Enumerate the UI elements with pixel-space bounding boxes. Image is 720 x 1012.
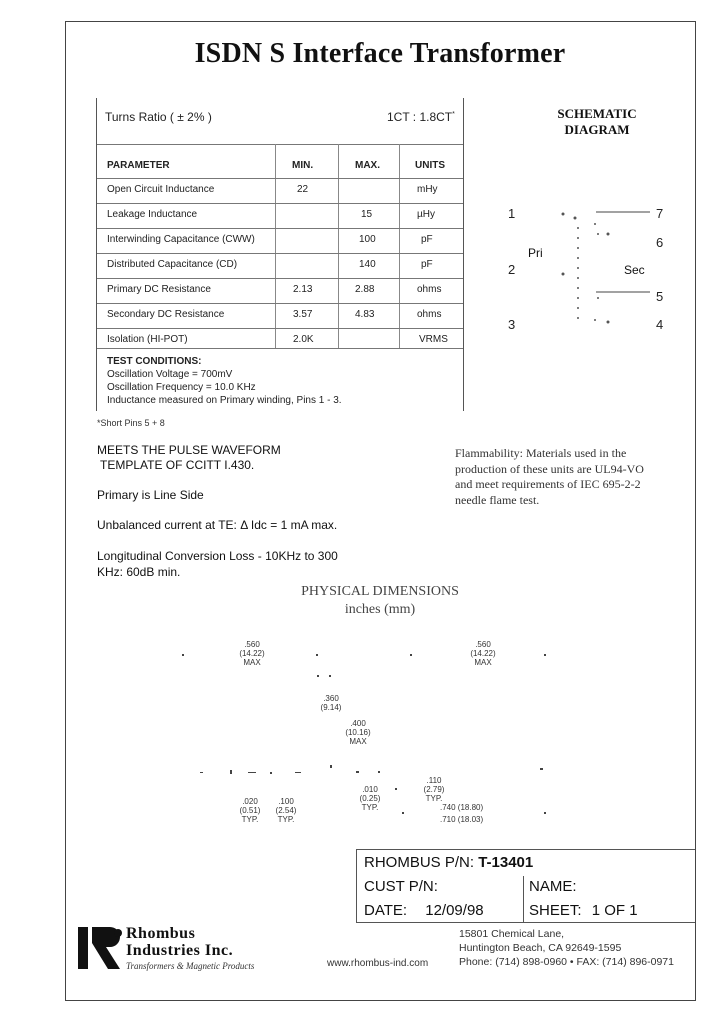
dimension-value: (2.79) (423, 785, 445, 794)
dimension-label (266, 797, 306, 824)
header-parameter: PARAMETER (107, 160, 170, 171)
row-param: Open Circuit Inductance (107, 184, 215, 195)
dimension-value: (0.51) (239, 806, 261, 815)
header-min: MIN. (292, 160, 314, 171)
dimension-label (232, 640, 272, 667)
row-param: Primary DC Resistance (107, 284, 211, 295)
sheet-label: SHEET: (529, 902, 582, 919)
row-min: 3.57 (293, 309, 313, 320)
flammability-line: and meet requirements of IEC 695-2-2 (455, 477, 641, 491)
row-units: µHy (417, 209, 435, 220)
longitudinal-note-line: KHz: 60dB min. (97, 565, 181, 579)
turns-ratio-label: Turns Ratio ( ± 2% ) (105, 110, 212, 124)
longitudinal-note-line: Longitudinal Conversion Loss - 10KHz to 300 (97, 549, 338, 563)
dimension-value: (9.14) (320, 703, 342, 712)
dimension-value: .400 (350, 719, 366, 728)
row-max: 2.88 (355, 284, 375, 295)
date-label: DATE: (364, 902, 408, 919)
dimension-label (463, 640, 503, 667)
table-divider (97, 203, 463, 204)
footer-divider (356, 849, 695, 850)
company-name-line: Industries Inc. (126, 942, 234, 959)
row-units: pF (421, 259, 433, 270)
dimension-label (230, 797, 270, 824)
schematic-title-line: DIAGRAM (564, 122, 630, 137)
row-param: Secondary DC Resistance (107, 309, 225, 320)
test-conditions-title: TEST CONDITIONS: (107, 356, 202, 367)
dimension-label (440, 803, 530, 824)
dimension-value: .010 (362, 785, 378, 794)
dimension-value: TYP. (361, 803, 379, 812)
dimension-value: TYP. (277, 815, 295, 824)
pin-label: 6 (656, 235, 664, 250)
pulse-note-line: MEETS THE PULSE WAVEFORM (97, 443, 281, 457)
pin-label: 5 (656, 289, 664, 304)
header-max: MAX. (355, 160, 380, 171)
dimension-value: .560 (244, 640, 260, 649)
dimension-value: (0.25) (359, 794, 381, 803)
row-max: 100 (359, 234, 376, 245)
row-min: 2.13 (293, 284, 313, 295)
row-units: mHy (417, 184, 438, 195)
dimension-label (338, 719, 378, 746)
pin-label: 2 (508, 262, 516, 277)
row-units: pF (421, 234, 433, 245)
flammability-line: Flammability: Materials used in the (455, 446, 627, 460)
part-number-value: T-13401 (478, 854, 534, 871)
primary-note: Primary is Line Side (97, 488, 204, 502)
flammability-line: needle flame test. (455, 492, 540, 507)
table-divider (97, 303, 463, 304)
dimension-value: .020 (242, 797, 258, 806)
unbalanced-note: Unbalanced current at TE: Δ Idc = 1 mA max. (97, 518, 338, 532)
test-condition: Inductance measured on Primary winding, Pins 1 - 3. (107, 395, 342, 406)
test-condition: Oscillation Frequency = 10.0 KHz (107, 382, 256, 393)
schematic-title (532, 106, 662, 138)
spec-table (96, 98, 464, 411)
footer-divider (356, 922, 695, 923)
schematic-title-line: SCHEMATIC (557, 106, 637, 121)
turns-ratio-mark: * (452, 111, 455, 118)
date-value: 12/09/98 (425, 902, 484, 919)
address-line: Huntington Beach, CA 92649-1595 (459, 942, 622, 954)
dimension-value: .100 (278, 797, 294, 806)
dimension-value: TYP. (425, 794, 443, 803)
pin-label: 1 (508, 206, 516, 221)
pin-label: 3 (508, 317, 516, 332)
row-max: 4.83 (355, 309, 375, 320)
row-units: ohms (417, 309, 442, 320)
dimension-value: .710 (18.03) (440, 815, 484, 824)
footer-divider (356, 849, 357, 922)
test-condition: Oscillation Voltage = 700mV (107, 369, 233, 380)
pin-label: 4 (656, 317, 664, 332)
row-min: 2.0K (293, 334, 314, 345)
company-tagline: Transformers & Magnetic Products (126, 961, 255, 971)
dimension-value: .740 (18.80) (440, 803, 484, 812)
dimension-value: .560 (475, 640, 491, 649)
date-field (364, 902, 484, 919)
primary-label: Pri (528, 246, 543, 260)
dimension-value: .360 (323, 694, 339, 703)
row-max: 140 (359, 259, 376, 270)
row-units: ohms (417, 284, 442, 295)
website-link[interactable]: www.rhombus-ind.com (327, 958, 429, 969)
dimension-label (414, 776, 454, 803)
table-divider (97, 253, 463, 254)
table-divider (97, 178, 463, 179)
part-number-field (364, 854, 533, 871)
dimension-value: (10.16) (345, 728, 371, 737)
table-divider (97, 328, 463, 329)
dimension-value: MAX (349, 737, 367, 746)
dimension-value: MAX (243, 658, 261, 667)
cust-pn-label: CUST P/N: (364, 878, 438, 895)
table-divider (97, 144, 463, 145)
footnote: *Short Pins 5 + 8 (97, 418, 165, 428)
row-min: 22 (297, 184, 309, 195)
table-divider (97, 228, 463, 229)
column-divider (338, 144, 339, 348)
dimension-label (311, 694, 351, 712)
row-max: 15 (361, 209, 373, 220)
flammability-line: production of these units are UL94-VO (455, 461, 644, 476)
dimensions-title: PHYSICAL DIMENSIONS (301, 584, 459, 599)
header-units: UNITS (415, 160, 445, 171)
name-label: NAME: (529, 878, 577, 895)
dimension-value: (14.22) (470, 649, 496, 658)
dimension-label (350, 785, 390, 812)
company-name-line: Rhombus (126, 925, 196, 942)
column-divider (399, 144, 400, 348)
footer-divider (523, 876, 524, 922)
part-number-label: RHOMBUS P/N: (364, 854, 475, 871)
row-units: VRMS (419, 334, 448, 345)
table-divider (97, 348, 463, 349)
page-title: ISDN S Interface Transformer (194, 38, 566, 69)
dimension-value: (2.54) (275, 806, 297, 815)
dimension-value: MAX (474, 658, 492, 667)
rhombus-logo-icon (76, 925, 126, 971)
schematic-diagram (500, 198, 680, 338)
dimension-value: TYP. (241, 815, 259, 824)
pin-label: 7 (656, 206, 664, 221)
secondary-label: Sec (624, 263, 645, 277)
dimensions-subtitle: inches (mm) (344, 602, 416, 617)
row-param: Interwinding Capacitance (CWW) (107, 234, 255, 245)
pulse-note-line: TEMPLATE OF CCITT I.430. (100, 458, 255, 472)
sheet-value: 1 OF 1 (591, 902, 638, 919)
row-param: Leakage Inductance (107, 209, 198, 220)
address-line: 15801 Chemical Lane, (459, 928, 565, 940)
dimension-value: .110 (426, 776, 442, 785)
sheet-field (529, 902, 638, 919)
phone-fax: Phone: (714) 898-0960 • FAX: (714) 896-0971 (459, 956, 674, 968)
row-param: Isolation (HI-POT) (107, 334, 188, 345)
row-param: Distributed Capacitance (CD) (107, 259, 238, 270)
column-divider (275, 144, 276, 348)
table-divider (97, 278, 463, 279)
flammability-note (455, 446, 644, 508)
turns-ratio-value: 1CT : 1.8CT* (387, 110, 455, 124)
dimension-value: (14.22) (239, 649, 265, 658)
